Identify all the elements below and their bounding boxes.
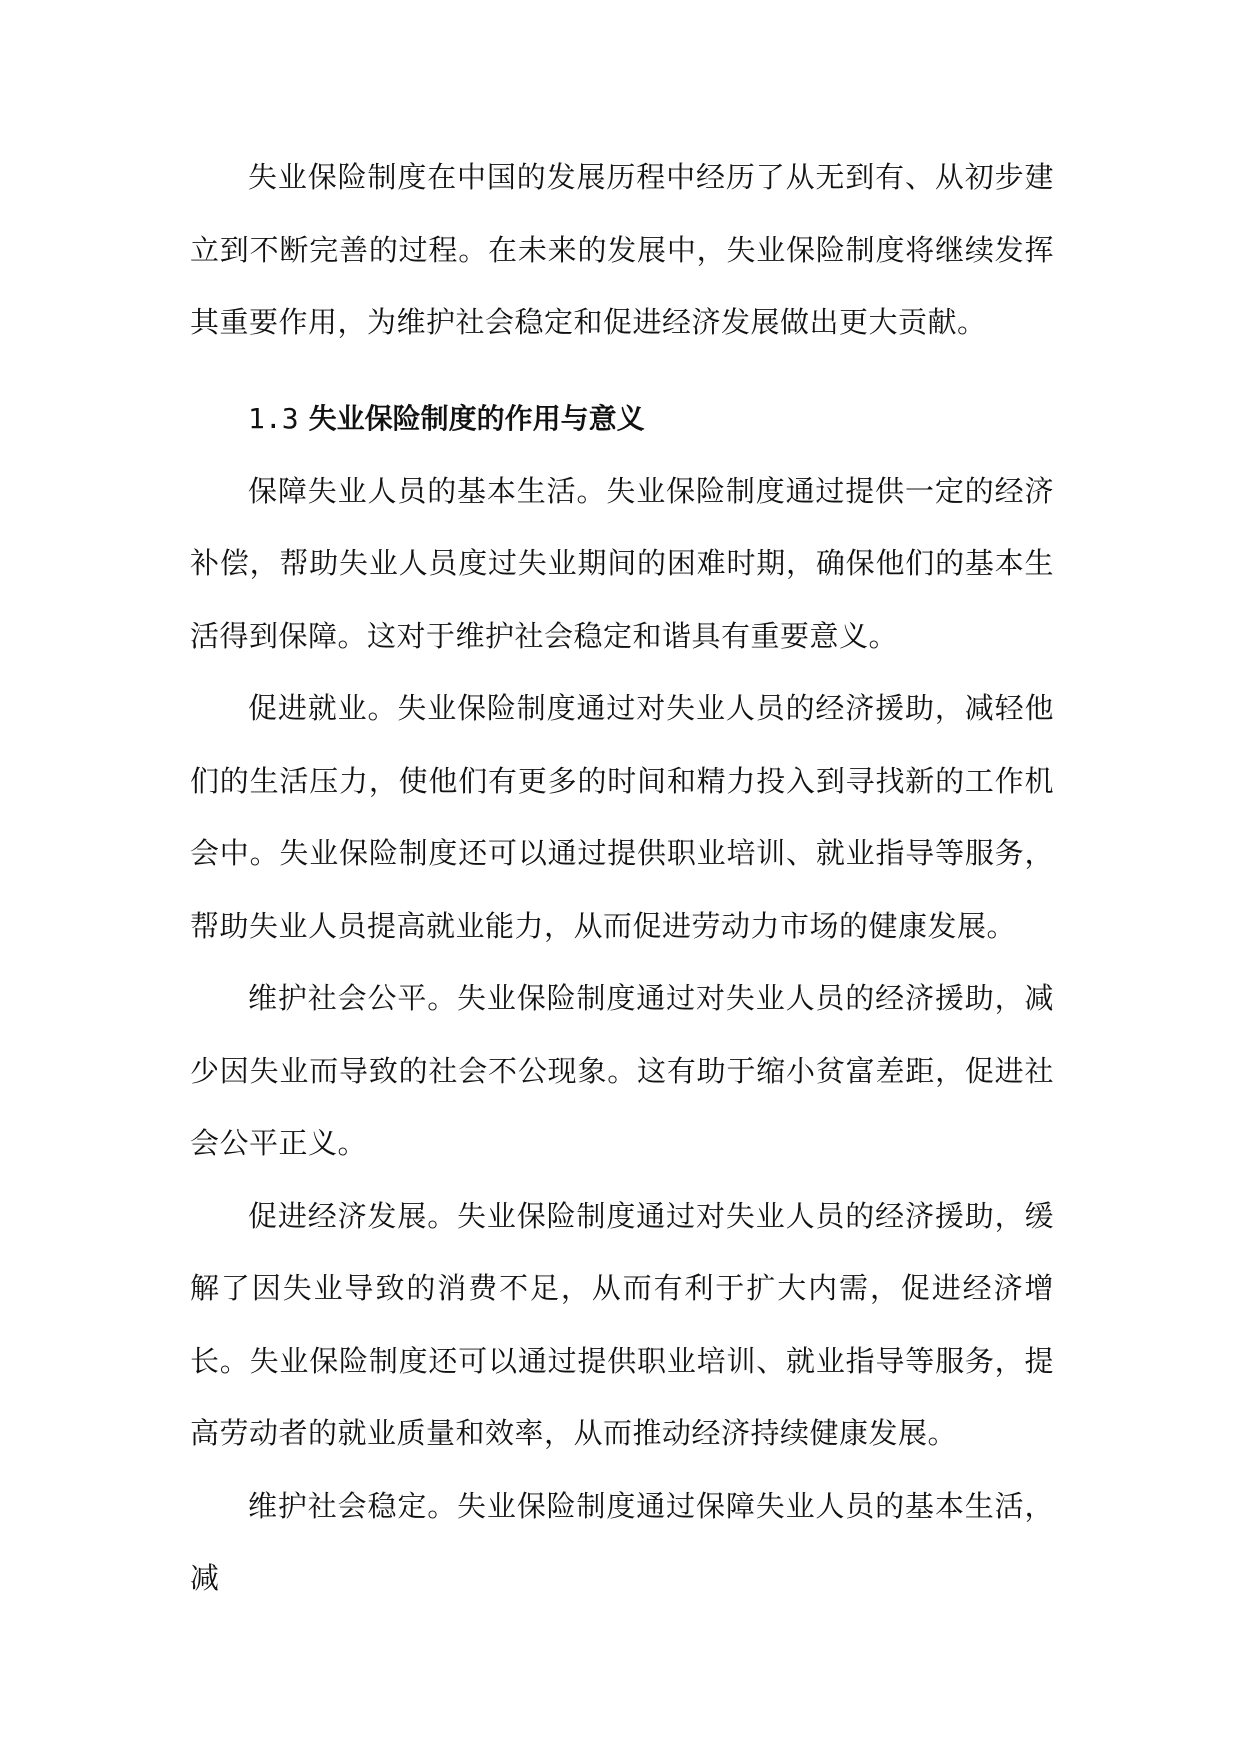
paragraph-economic-development: 促进经济发展。失业保险制度通过对失业人员的经济援助，缓解了因失业导致的消费不足，从而有利于扩大内需，促进经济增长。失业保险制度还可以通过提供职业培训、就业指导等服务，提高劳动者的就业质量和效率，从而推动经济持续健康发展。 [190, 1198, 1054, 1450]
paragraph-social-fairness: 维护社会公平。失业保险制度通过对失业人员的经济援助，减少因失业而导致的社会不公现象。这有助于缩小贫富差距，促进社会公平正义。 [190, 981, 1054, 1160]
intro-paragraph: 失业保险制度在中国的发展历程中经历了从无到有、从初步建立到不断完善的过程。在未来的发展中，失业保险制度将继续发挥其重要作用，为维护社会稳定和促进经济发展做出更大贡献。 [190, 160, 1054, 339]
paragraph-social-stability: 维护社会稳定。失业保险制度通过保障失业人员的基本生活，减 [190, 1488, 1054, 1595]
section-title: 失业保险制度的作用与意义 [308, 401, 645, 435]
document-body [190, 141, 1054, 1615]
paragraph-employment: 促进就业。失业保险制度通过对失业人员的经济援助，减轻他们的生活压力，使他们有更多的时间和精力投入到寻找新的工作机会中。失业保险制度还可以通过提供职业培训、就业指导等服务，帮助失业人员提高就业能力，从而促进劳动力市场的健康发展。 [190, 691, 1054, 943]
section-heading [190, 383, 1054, 455]
section-number: 1.3 [248, 401, 299, 435]
paragraph-basic-living: 保障失业人员的基本生活。失业保险制度通过提供一定的经济补偿，帮助失业人员度过失业期间的困难时期，确保他们的基本生活得到保障。这对于维护社会稳定和谐具有重要意义。 [190, 473, 1054, 653]
